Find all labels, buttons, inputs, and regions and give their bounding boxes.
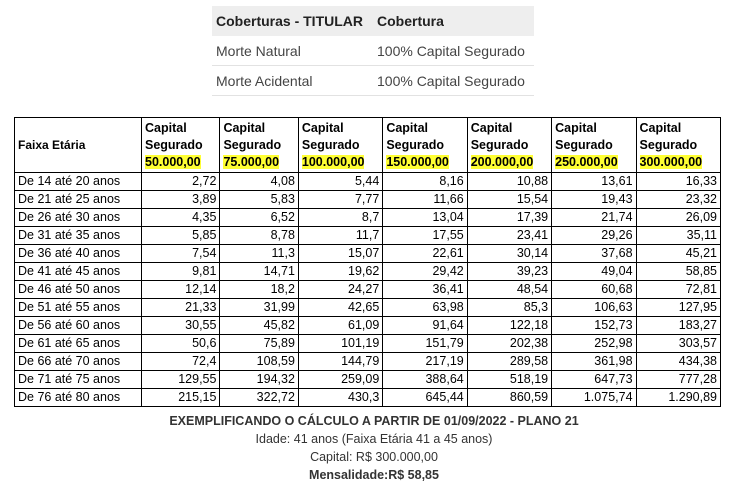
premium-cell: 15,07 — [298, 245, 382, 263]
segurado-label: Segurado — [386, 138, 444, 152]
example-capital: Capital: R$ 300.000,00 — [310, 450, 438, 464]
premium-cell: 5,83 — [220, 191, 298, 209]
example-title: EXEMPLIFICANDO O CÁLCULO A PARTIR DE 01/09/2022 - PLANO 21 — [169, 414, 579, 428]
premium-cell: 85,3 — [467, 299, 551, 317]
segurado-label: Segurado — [470, 138, 529, 152]
premium-cell: 1.075,74 — [552, 389, 636, 407]
table-row — [15, 335, 721, 353]
segurado-label: Segurado — [301, 138, 360, 152]
coverage-value: 100% Capital Segurado — [373, 66, 534, 96]
premium-cell: 29,42 — [383, 263, 467, 281]
premium-cell: 18,2 — [220, 281, 298, 299]
premium-cell: 91,64 — [383, 317, 467, 335]
table-row — [15, 209, 721, 227]
premium-cell: 7,54 — [142, 245, 220, 263]
premium-cell: 75,89 — [220, 335, 298, 353]
premium-cell: 23,41 — [467, 227, 551, 245]
premium-cell: 42,65 — [298, 299, 382, 317]
premium-cell: 23,32 — [636, 191, 720, 209]
capital-amount: 250.000,00 — [555, 155, 618, 169]
segurado-label: Segurado — [223, 138, 282, 152]
premium-cell: 21,33 — [142, 299, 220, 317]
premium-cell: 303,57 — [636, 335, 720, 353]
premium-cell: 37,68 — [552, 245, 636, 263]
calculation-example — [0, 412, 748, 484]
premium-cell: 12,14 — [142, 281, 220, 299]
premium-table-body — [15, 173, 721, 407]
capital-label: Capital — [223, 121, 266, 135]
premium-cell: 434,38 — [636, 353, 720, 371]
premium-cell: 4,35 — [142, 209, 220, 227]
example-monthly — [0, 466, 748, 484]
age-range-cell: De 46 até 50 anos — [15, 281, 142, 299]
capital-header-3 — [383, 118, 467, 173]
capital-label: Capital — [145, 121, 187, 135]
premium-header-row — [15, 118, 721, 173]
capital-header-0 — [142, 118, 220, 173]
coverage-row — [212, 36, 534, 66]
age-range-cell: De 41 até 45 anos — [15, 263, 142, 281]
age-range-cell: De 71 até 75 anos — [15, 371, 142, 389]
age-range-cell: De 66 até 70 anos — [15, 353, 142, 371]
premium-cell: 1.290,89 — [636, 389, 720, 407]
capital-label: Capital — [555, 121, 597, 135]
capital-label: Capital — [470, 121, 513, 135]
table-row — [15, 371, 721, 389]
age-range-cell: De 14 até 20 anos — [15, 173, 142, 191]
premium-cell: 101,19 — [298, 335, 382, 353]
coverage-header-cell: Cobertura — [373, 6, 534, 36]
premium-cell: 289,58 — [467, 353, 551, 371]
premium-cell: 7,77 — [298, 191, 382, 209]
capital-amount: 50.000,00 — [145, 155, 201, 169]
premium-cell: 430,3 — [298, 389, 382, 407]
premium-cell: 63,98 — [383, 299, 467, 317]
table-row — [15, 389, 721, 407]
premium-cell: 26,09 — [636, 209, 720, 227]
premium-cell: 21,74 — [552, 209, 636, 227]
premium-cell: 122,18 — [467, 317, 551, 335]
capital-label: Capital — [386, 121, 428, 135]
table-row — [15, 353, 721, 371]
monthly-label: Mensalidade: — [309, 468, 389, 482]
premium-cell: 19,43 — [552, 191, 636, 209]
premium-cell: 202,38 — [467, 335, 551, 353]
premium-cell: 860,59 — [467, 389, 551, 407]
premium-cell: 13,04 — [383, 209, 467, 227]
capital-amount: 300.000,00 — [639, 155, 703, 169]
premium-cell: 647,73 — [552, 371, 636, 389]
premium-cell: 108,59 — [220, 353, 298, 371]
premium-cell: 22,61 — [383, 245, 467, 263]
premium-cell: 3,89 — [142, 191, 220, 209]
premium-cell: 60,68 — [552, 281, 636, 299]
premium-cell: 45,82 — [220, 317, 298, 335]
premium-cell: 15,54 — [467, 191, 551, 209]
capital-label: Capital — [639, 121, 682, 135]
premium-cell: 72,4 — [142, 353, 220, 371]
premium-cell: 322,72 — [220, 389, 298, 407]
premium-cell: 24,27 — [298, 281, 382, 299]
age-range-cell: De 61 até 65 anos — [15, 335, 142, 353]
coverage-table — [212, 6, 534, 96]
capital-header-5 — [552, 118, 636, 173]
capital-amount: 100.000,00 — [301, 155, 365, 169]
capital-amount: 75.000,00 — [223, 155, 280, 169]
premium-cell: 39,23 — [467, 263, 551, 281]
age-range-cell: De 21 até 25 anos — [15, 191, 142, 209]
premium-cell: 49,04 — [552, 263, 636, 281]
premium-cell: 152,73 — [552, 317, 636, 335]
premium-cell: 217,19 — [383, 353, 467, 371]
age-range-cell: De 36 até 40 anos — [15, 245, 142, 263]
premium-cell: 10,88 — [467, 173, 551, 191]
premium-cell: 13,61 — [552, 173, 636, 191]
capital-label: Capital — [301, 121, 344, 135]
table-row — [15, 191, 721, 209]
segurado-label: Segurado — [145, 138, 203, 152]
age-range-cell: De 76 até 80 anos — [15, 389, 142, 407]
premium-cell: 11,66 — [383, 191, 467, 209]
premium-cell: 518,19 — [467, 371, 551, 389]
table-row — [15, 281, 721, 299]
premium-cell: 5,85 — [142, 227, 220, 245]
premium-cell: 106,63 — [552, 299, 636, 317]
premium-cell: 61,09 — [298, 317, 382, 335]
capital-amount: 150.000,00 — [386, 155, 449, 169]
monthly-value: R$ 58,85 — [388, 468, 439, 482]
table-row — [15, 227, 721, 245]
age-range-cell: De 56 até 60 anos — [15, 317, 142, 335]
segurado-label: Segurado — [555, 138, 613, 152]
table-row — [15, 263, 721, 281]
premium-cell: 11,7 — [298, 227, 382, 245]
premium-cell: 48,54 — [467, 281, 551, 299]
premium-cell: 194,32 — [220, 371, 298, 389]
coverage-value: 100% Capital Segurado — [373, 36, 534, 66]
premium-cell: 19,62 — [298, 263, 382, 281]
premium-cell: 8,78 — [220, 227, 298, 245]
premium-cell: 29,26 — [552, 227, 636, 245]
premium-cell: 129,55 — [142, 371, 220, 389]
premium-cell: 14,71 — [220, 263, 298, 281]
premium-cell: 11,3 — [220, 245, 298, 263]
premium-cell: 17,39 — [467, 209, 551, 227]
premium-cell: 777,28 — [636, 371, 720, 389]
table-row — [15, 317, 721, 335]
premium-cell: 183,27 — [636, 317, 720, 335]
premium-cell: 388,64 — [383, 371, 467, 389]
premium-cell: 5,44 — [298, 173, 382, 191]
capital-header-1 — [220, 118, 298, 173]
premium-cell: 2,72 — [142, 173, 220, 191]
premium-cell: 259,09 — [298, 371, 382, 389]
premium-cell: 36,41 — [383, 281, 467, 299]
premium-cell: 645,44 — [383, 389, 467, 407]
premium-cell: 9,81 — [142, 263, 220, 281]
coverage-name: Morte Acidental — [212, 66, 373, 96]
age-range-cell: De 26 até 30 anos — [15, 209, 142, 227]
premium-cell: 361,98 — [552, 353, 636, 371]
coverage-header-row — [212, 6, 534, 36]
premium-cell: 8,16 — [383, 173, 467, 191]
premium-cell: 30,55 — [142, 317, 220, 335]
premium-cell: 215,15 — [142, 389, 220, 407]
premium-cell: 17,55 — [383, 227, 467, 245]
premium-cell: 8,7 — [298, 209, 382, 227]
premium-cell: 4,08 — [220, 173, 298, 191]
premium-cell: 6,52 — [220, 209, 298, 227]
premium-cell: 31,99 — [220, 299, 298, 317]
premium-cell: 144,79 — [298, 353, 382, 371]
table-row — [15, 299, 721, 317]
table-row — [15, 173, 721, 191]
age-range-header: Faixa Etária — [15, 118, 142, 173]
premium-cell: 50,6 — [142, 335, 220, 353]
age-range-cell: De 51 até 55 anos — [15, 299, 142, 317]
coverage-row — [212, 66, 534, 96]
coverage-header-cell: Coberturas - TITULAR — [212, 6, 373, 36]
age-range-cell: De 31 até 35 anos — [15, 227, 142, 245]
capital-header-4 — [467, 118, 551, 173]
segurado-label: Segurado — [639, 138, 698, 152]
premium-cell: 58,85 — [636, 263, 720, 281]
premium-cell: 35,11 — [636, 227, 720, 245]
premium-cell: 30,14 — [467, 245, 551, 263]
capital-header-6 — [636, 118, 720, 173]
capital-amount: 200.000,00 — [470, 155, 534, 169]
premium-cell: 72,81 — [636, 281, 720, 299]
premium-cell: 16,33 — [636, 173, 720, 191]
premium-cell: 45,21 — [636, 245, 720, 263]
premium-cell: 252,98 — [552, 335, 636, 353]
table-row — [15, 245, 721, 263]
capital-header-2 — [298, 118, 382, 173]
example-age: Idade: 41 anos (Faixa Etária 41 a 45 anos) — [255, 432, 493, 446]
premium-cell: 127,95 — [636, 299, 720, 317]
premium-table — [14, 117, 721, 407]
coverage-name: Morte Natural — [212, 36, 373, 66]
premium-cell: 151,79 — [383, 335, 467, 353]
